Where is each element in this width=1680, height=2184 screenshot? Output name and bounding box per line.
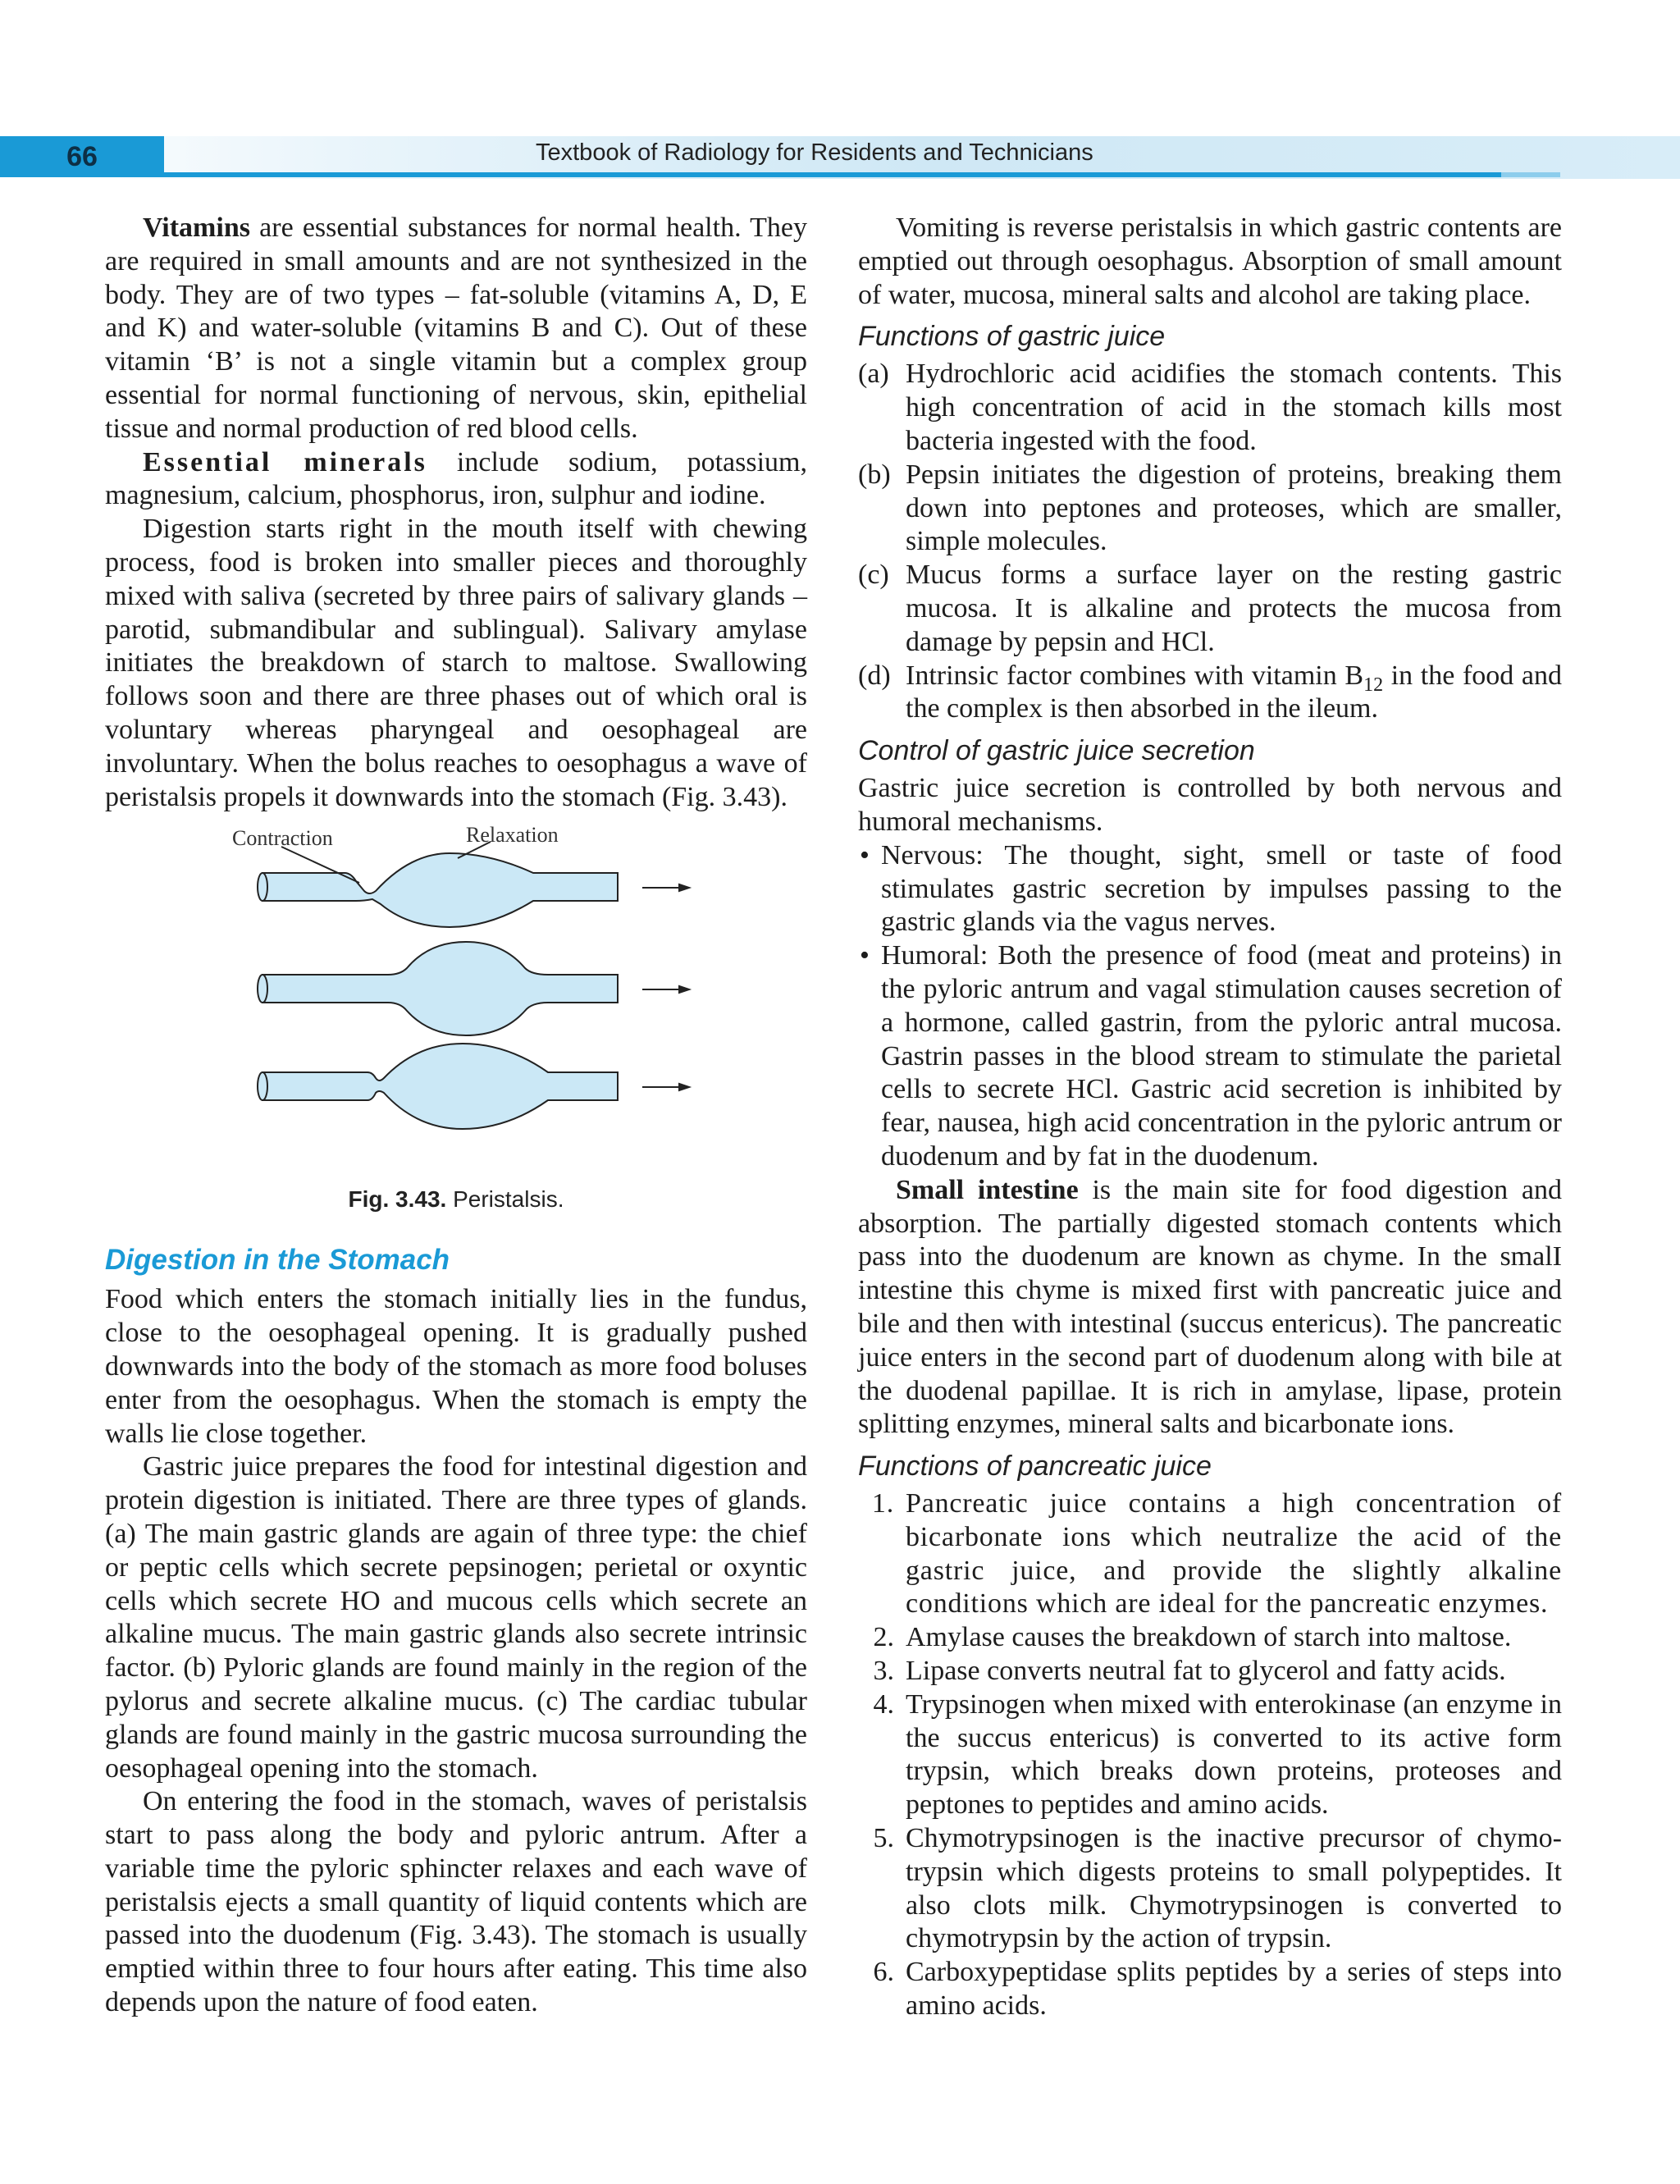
arrow-3-head	[679, 1084, 689, 1090]
list-item-text: Nervous: The thought, sight, smell or taste of food stimulates gastric secretion by impulses passing to the gastric glands via the vagus nerves.	[881, 839, 1562, 938]
list-marker: 6.	[873, 1957, 894, 1988]
paragraph-stomach-fundus: Food which enters the stomach initially lies in the fundus, close to the oesophageal opening. It is gradually pushed downwards into the body of the stomach as more food boluses enter from the oesophagus. When the stomach is empty the walls lie close together.	[105, 1284, 807, 1449]
paragraph-stomach-emptying: On entering the food in the stomach, waves of peristalsis start to pass along the body and pyloric antrum. After a variable time the pyloric sphincter relaxes and each wave of peristalsis ejects a small quantity of liquid contents which are passed into the duodenum (Fig. 3.43). The stomach is usually emptied within three to four hours after eating. This time also depends upon the nature of food eaten.	[105, 1786, 807, 2018]
list-item-text: Pancreatic juice contains a high concentration of bicarbonate ions which neutralize the acid of the gastric juice, and provide the slightly alkaline conditions which are ideal for the pancreatic enzymes.	[906, 1488, 1562, 1620]
list-marker: 5.	[873, 1823, 894, 1854]
subheading-pancreatic-juice: Functions of pancreatic juice	[858, 1451, 1212, 1483]
term-small-intestine: Small intestine	[896, 1174, 1079, 1205]
list-marker: 2.	[873, 1622, 894, 1653]
subheading-control-secretion: Control of gastric juice secretion	[858, 735, 1255, 767]
list-item-text: Trypsinogen when mixed with enterokinase (an enzyme in the succus entericus) is converted to its active form trypsin, which breaks down proteins, proteoses and peptones to peptides and amino acids.	[906, 1688, 1562, 1821]
pancreatic-juice-list	[858, 1487, 1562, 2023]
tube-2-end	[258, 975, 267, 1003]
list-marker: (c)	[858, 560, 889, 591]
list-item	[858, 939, 1562, 1174]
subscript: 12	[1363, 674, 1384, 696]
list-item	[858, 358, 1562, 458]
paragraph-small-intestine	[858, 1174, 1562, 1442]
header-rule-end	[1501, 172, 1560, 177]
tube-1-end	[258, 873, 267, 901]
paragraph-digestion-mouth: Digestion starts right in the mouth itself with chewing process, food is broken into smaller pieces and thoroughly mixed with saliva (secreted by three pairs of salivary glands – parotid, submandibular and sublingual). Salivary amylase initiates the breakdown of starch to maltose. Swallowing follows soon and there are three phases out of which oral is voluntary whereas pharyngeal and oesophageal are involuntary. When the bolus reaches to oesophagus a wave of peristalsis propels it downwards into the stomach (Fig. 3.43).	[105, 514, 807, 812]
list-item-text: Humoral: Both the presence of food (meat and proteins) in the pyloric antrum and vagal stimulation causes secretion of a hormone, called gastrin, from the pyloric antral mucosa. Gastrin passes in the blood stream to stimulate the parietal cells to secrete HCl. Gastric acid secretion is inhibited by fear, nausea, high acid concentration in the pyloric antrum or duodenum and by fat in the duodenum.	[881, 940, 1562, 1172]
list-item-text: Lipase converts neutral fat to glycerol and fatty acids.	[906, 1656, 1506, 1687]
paragraph-minerals	[105, 446, 807, 514]
figure-caption	[105, 1183, 807, 1217]
list-marker: 3.	[873, 1656, 894, 1687]
term-essential-minerals: Essential minerals	[143, 446, 427, 477]
paragraph-text: are essential substances for normal health. They are required in small amounts and are not synthesized in the body. They are of two types – fat-soluble (vitamins A, D, E and K) and water-soluble (vitamins B and C). Out of these vitamin ‘B’ is not a single vitamin but a complex group essential for normal functioning of nervous, skin, epithelial tissue and normal production of red blood cells.	[105, 212, 807, 444]
list-item	[858, 1487, 1562, 1621]
tube-1	[262, 853, 618, 927]
subheading-gastric-juice: Functions of gastric juice	[858, 321, 1166, 353]
paragraph-vomiting: Vomiting is reverse peristalsis in which gastric contents are emptied out through oesophagus. Absorption of small amount of water, mucosa, mineral salts and alcohol are taking place.	[858, 212, 1562, 310]
list-marker: (b)	[858, 459, 891, 490]
list-item-text: Pepsin initiates the digestion of proteins, breaking them down into peptones and proteoses, which are smaller, simple molecules.	[906, 459, 1562, 557]
list-marker: 1.	[871, 1488, 894, 1519]
left-column	[105, 212, 807, 2020]
page-number: 66	[66, 141, 98, 172]
paragraph-gastric-glands: Gastric juice prepares the food for intestinal digestion and protein digestion is initiated. There are three types of glands. (a) The main gastric glands are again of three type: the chief or peptic cells which secrete pepsinogen; perietal or oxyntic cells which secrete HO and mucous cells which secrete an alkaline mucus. The main gastric glands also secrete intrinsic factor. (b) Pyloric glands are found mainly in the region of the pylorus and secrete alkaline mucus. (c) The cardiac tubular glands are found mainly in the gastric mucosa surrounding the oesophageal opening into the stomach.	[105, 1451, 807, 1784]
list-marker: 4.	[873, 1688, 894, 1720]
list-item	[858, 559, 1562, 659]
list-marker: (a)	[858, 359, 889, 390]
gastric-juice-list	[858, 358, 1562, 726]
list-item	[858, 1956, 1562, 2023]
figure-caption-text: Peristalsis.	[446, 1186, 564, 1213]
list-item	[858, 839, 1562, 939]
paragraph-vitamins	[105, 212, 807, 446]
label-relaxation: Relaxation	[466, 823, 559, 848]
section-heading: Digestion in the Stomach	[105, 1244, 450, 1277]
figure-number: Fig. 3.43.	[348, 1186, 447, 1213]
list-item	[858, 1621, 1562, 1655]
header-rule	[0, 172, 1501, 177]
arrow-1-head	[679, 884, 689, 891]
right-column	[858, 212, 1562, 2023]
list-item	[858, 1688, 1562, 1822]
list-item	[858, 660, 1562, 727]
tube-3-end	[258, 1072, 267, 1100]
peristalsis-diagram	[105, 822, 807, 1175]
tube-2	[262, 942, 618, 1035]
list-marker: (d)	[858, 660, 891, 691]
list-item-text: Mucus forms a surface layer on the resting gastric mucosa. It is alkaline and protects the mucosa from damage by pepsin and HCl.	[906, 560, 1562, 657]
list-item-text: Hydrochloric acid acidifies the stomach contents. This high concentration of acid in the stomach kills most bacteria ingested with the food.	[906, 359, 1562, 456]
list-item-text: in the food and the complex is then absorbed in the ileum.	[906, 660, 1562, 724]
list-item-text: Amylase causes the breakdown of starch into maltose.	[906, 1622, 1512, 1653]
arrow-2-head	[679, 986, 689, 993]
list-item-text: Carboxypeptidase splits peptides by a series of steps into amino acids.	[906, 1957, 1562, 2022]
list-item-text: Chymotrypsinogen is the inactive precursor of chymo-trypsin which digests proteins to small polypeptides. It also clots milk. Chymotrypsinogen is converted to chymotrypsin by the action of trypsin.	[906, 1823, 1562, 1954]
list-item	[858, 459, 1562, 559]
term-vitamins: Vitamins	[143, 212, 250, 243]
figure-peristalsis	[105, 822, 807, 1224]
paragraph-text: include sodium, potassium, magnesium, calcium, phosphorus, iron, sulphur and iodine.	[105, 446, 807, 511]
bullet: •	[860, 839, 870, 870]
label-contraction: Contraction	[232, 826, 333, 851]
tube-3	[262, 1044, 618, 1129]
list-item-text: Intrinsic factor combines with vitamin B	[906, 660, 1364, 691]
control-list	[858, 839, 1562, 1174]
paragraph-text: is the main site for food digestion and absorption. The partially digested stomach contents which pass into the duodenum are known as chyme. In the smalI intestine this chyme is mixed first with pancreatic juice and bile and then with intestinal (succus entericus). The pancreatic juice enters in the second part of duodenum along with bile at the duodenal papillae. It is rich in amylase, lipase, protein splitting enzymes, mineral salts and bicarbonate ions.	[858, 1174, 1562, 1440]
list-item	[858, 1655, 1562, 1688]
paragraph-secretion-control: Gastric juice secretion is controlled by both nervous and humoral mechanisms.	[858, 773, 1562, 837]
list-item	[858, 1822, 1562, 1956]
bullet: •	[860, 940, 870, 971]
running-head: Textbook of Radiology for Residents and Technicians	[536, 139, 1093, 166]
